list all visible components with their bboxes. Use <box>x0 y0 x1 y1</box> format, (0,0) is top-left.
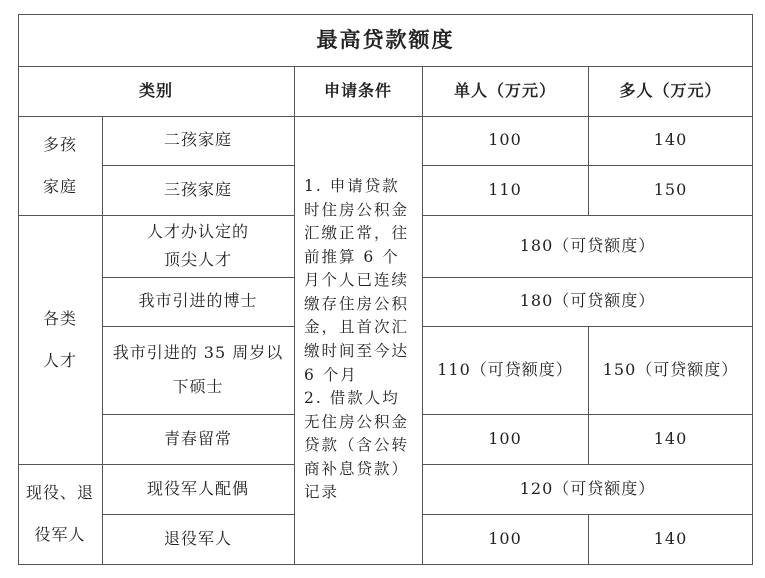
header-single: 单人（万元） <box>453 80 556 100</box>
subcategory-cell: 现役军人配偶 <box>146 478 249 498</box>
subcategory-cell: 我市引进的 35 周岁以 下硕士 <box>112 343 284 396</box>
header-category: 类别 <box>138 80 173 100</box>
table-title: 最高贷款额度 <box>316 27 455 52</box>
table-border-bottom <box>18 564 753 565</box>
single-amount-cell: 100 <box>488 528 522 548</box>
multi-amount-cell: 140 <box>653 130 688 150</box>
merged-amount-cell: 180（可贷额度） <box>519 235 656 255</box>
single-amount-cell: 100 <box>488 428 522 448</box>
group-talent: 各类 人才 <box>42 308 77 370</box>
merged-amount-cell: 180（可贷额度） <box>519 291 656 311</box>
multi-amount-cell: 150（可贷额度） <box>602 359 739 379</box>
subcategory-cell: 退役军人 <box>163 528 232 548</box>
group-family: 多孩 家庭 <box>42 134 77 196</box>
single-amount-cell: 100 <box>488 130 522 150</box>
subcategory-cell: 青春留常 <box>163 428 232 448</box>
subcategory-cell: 我市引进的博士 <box>138 291 258 311</box>
single-amount-cell: 110（可贷额度） <box>437 359 573 379</box>
application-conditions: 1. 申请贷款时住房公积金汇缴正常，往前推算 6 个月个人已连续缴存住房公积金，且首次汇缴时间至今达 6 个月 2. 借款人均无住房公积金贷款（含公转商补息贷款）记录 <box>304 177 410 502</box>
multi-amount-cell: 150 <box>653 179 688 199</box>
header-condition: 申请条件 <box>323 80 392 100</box>
header-multi: 多人（万元） <box>619 80 722 100</box>
group-military: 现役、退 役军人 <box>25 483 94 544</box>
subcategory-cell: 二孩家庭 <box>163 130 232 150</box>
subcategory-cell: 人才办认定的 顶尖人才 <box>146 222 249 269</box>
subcategory-cell: 三孩家庭 <box>163 179 232 199</box>
merged-amount-cell: 120（可贷额度） <box>519 478 656 498</box>
multi-amount-cell: 140 <box>653 428 688 448</box>
multi-amount-cell: 140 <box>653 528 688 548</box>
single-amount-cell: 110 <box>488 179 522 199</box>
